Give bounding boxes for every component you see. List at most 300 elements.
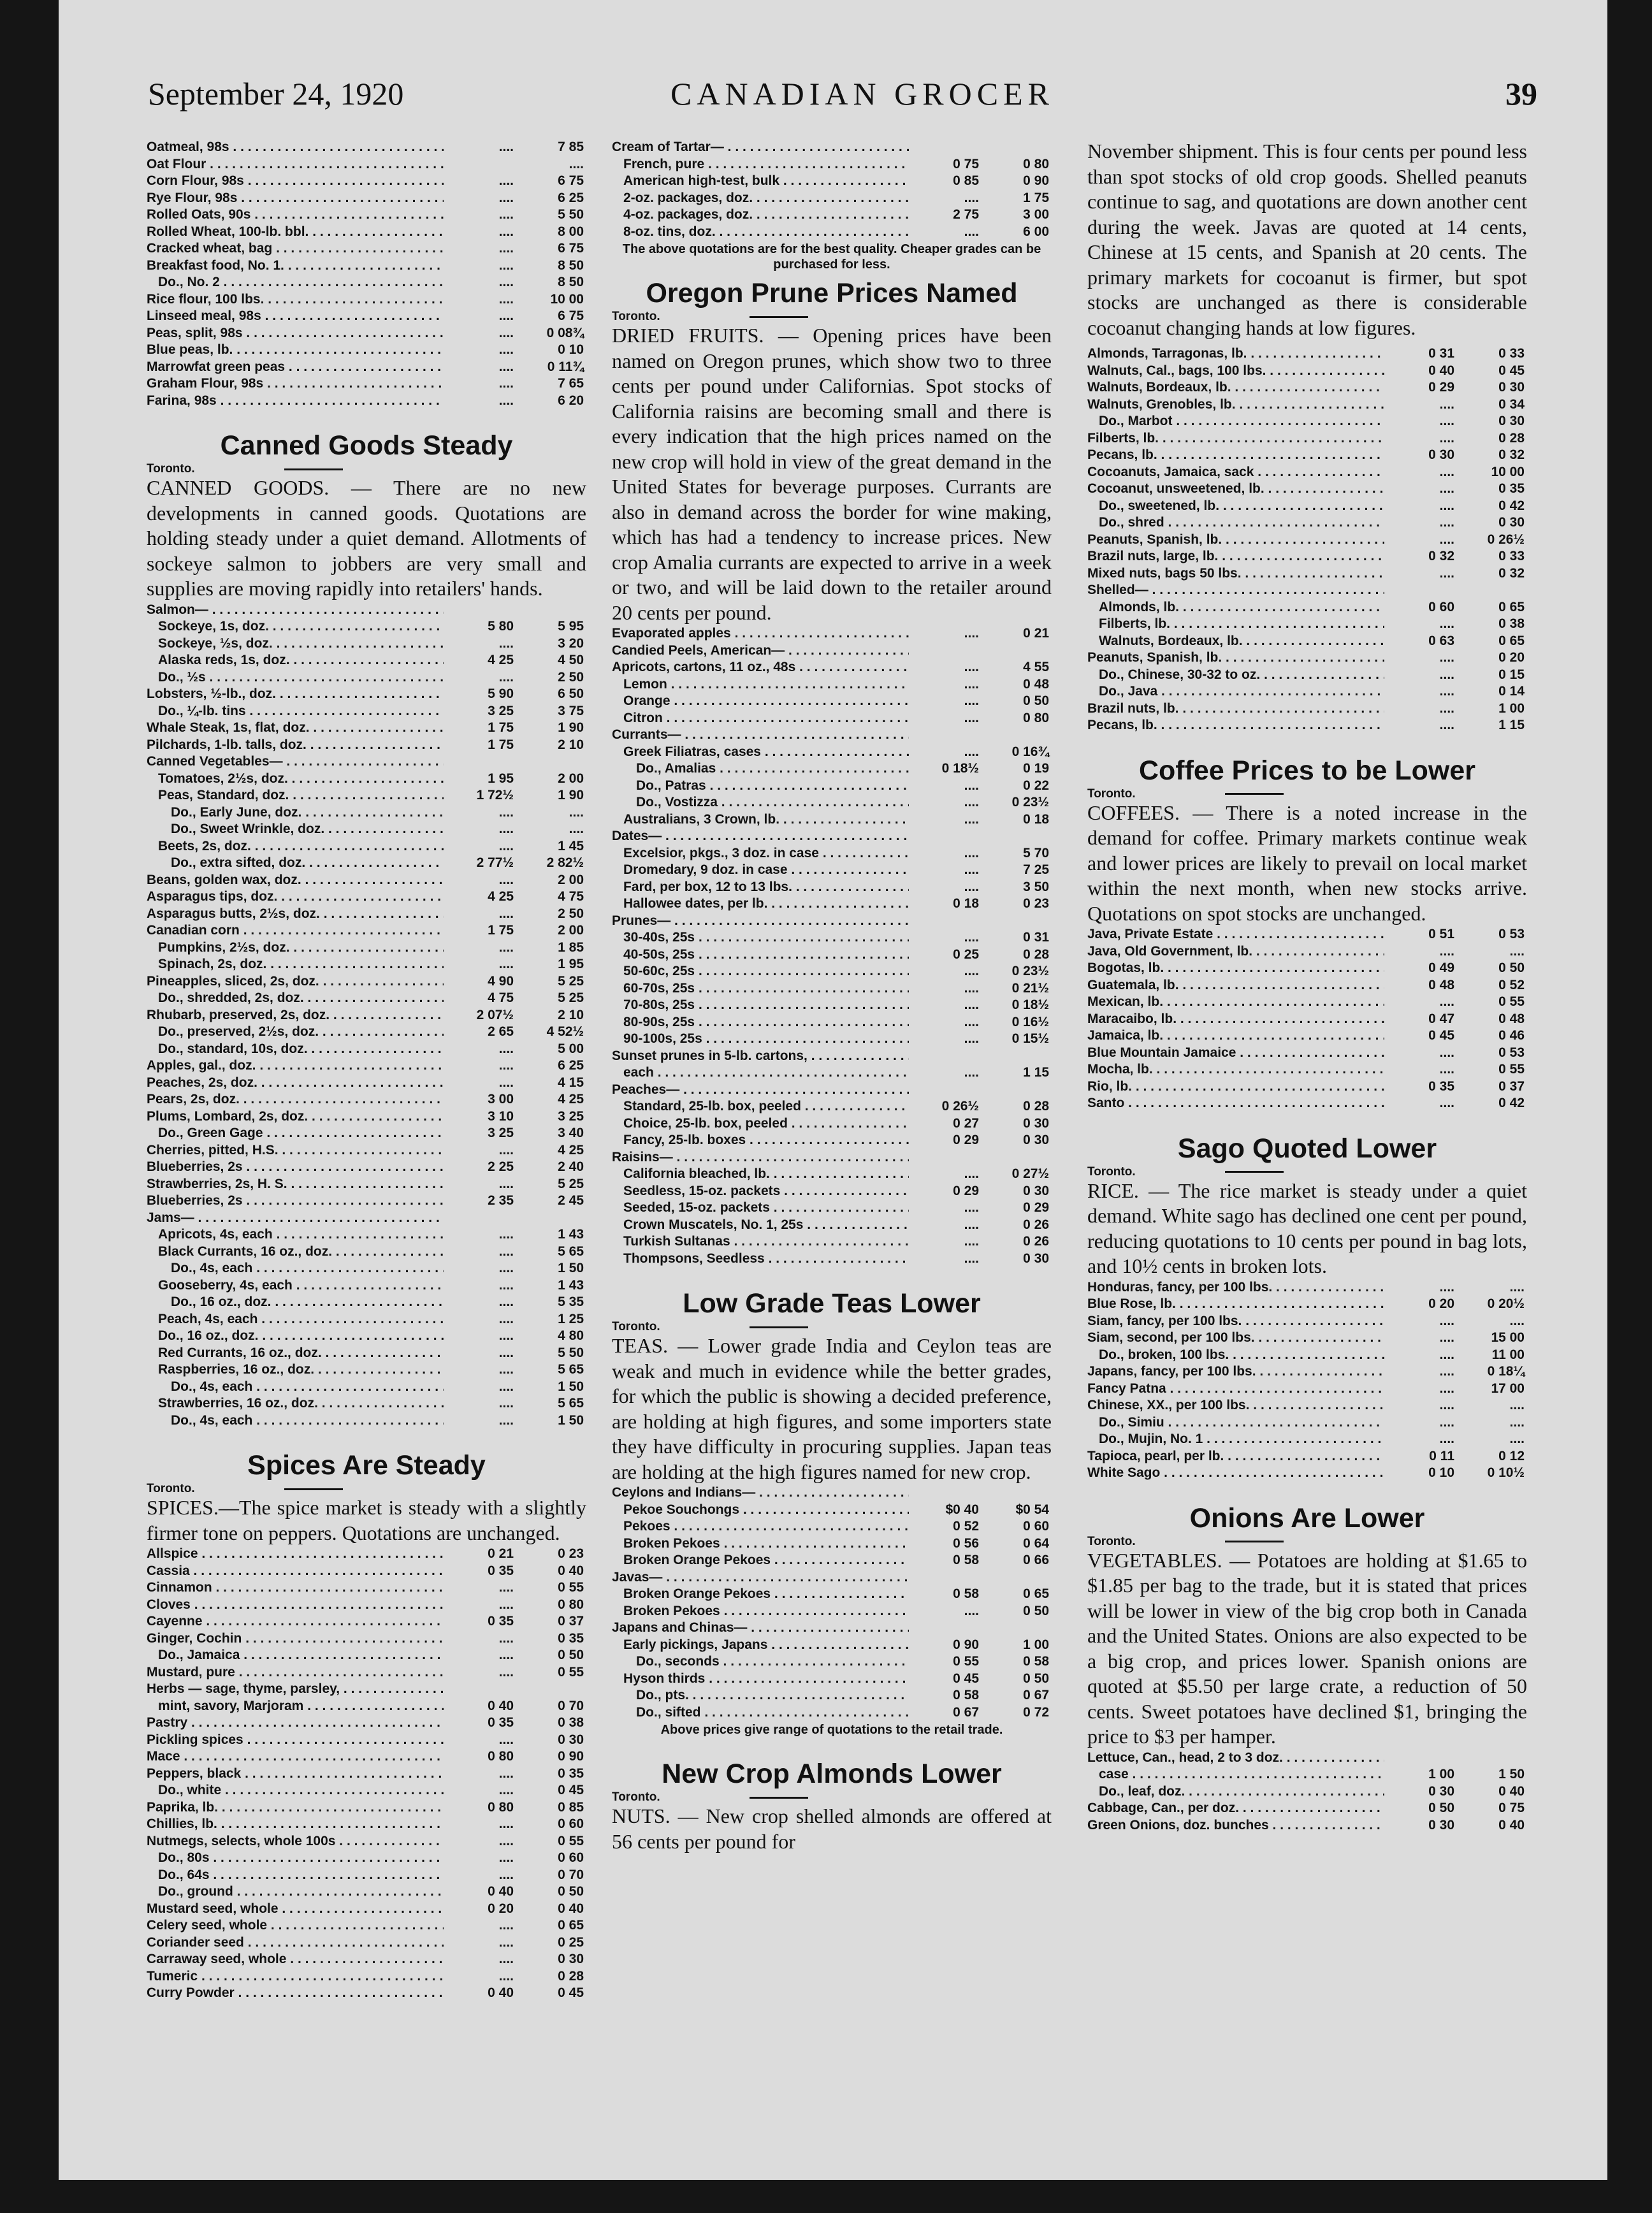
price-low: 4 75 [488, 990, 514, 1005]
price-row [612, 207, 1052, 224]
price-low: .... [498, 804, 514, 820]
price-low: 2 75 [953, 207, 979, 222]
item-name: 80-90s, 25s . . . [612, 1014, 909, 1031]
price-low [909, 139, 979, 156]
price-row [612, 1217, 1052, 1234]
price-high: 0 50 [1023, 693, 1049, 708]
item-name: Pineapples, sliced, 2s, doz. . . . [147, 973, 444, 990]
price-high: 0 35 [1498, 481, 1525, 496]
price-high: 1 50 [558, 1261, 584, 1275]
item-name: Walnuts, Cal., bags, 100 lbs. . . . [1087, 363, 1384, 380]
price-high [514, 1210, 586, 1227]
price-low: .... [498, 1328, 514, 1343]
price-row [147, 1816, 586, 1833]
price-high: 5 70 [1023, 845, 1049, 860]
section-spices [147, 1448, 586, 2002]
price-high: .... [569, 822, 584, 836]
price-low [909, 1082, 979, 1099]
price-high: 0 80 [1023, 710, 1049, 725]
price-row [612, 1098, 1052, 1115]
price-high: 0 50 [1023, 1603, 1049, 1618]
price-low: .... [498, 190, 514, 205]
price-low: .... [964, 660, 979, 674]
price-row [147, 1412, 586, 1430]
price-row [147, 1850, 586, 1867]
price-row [1087, 1011, 1527, 1028]
price-low: .... [964, 224, 979, 239]
section-canned-goods [147, 428, 586, 1429]
price-row [147, 906, 586, 923]
item-name: Citron . . . [612, 710, 909, 727]
item-name: Blueberries, 2s . . . [147, 1159, 444, 1176]
price-row [612, 1502, 1052, 1519]
price-low: 0 49 [1428, 961, 1454, 975]
price-row [612, 896, 1052, 913]
price-row [147, 889, 586, 906]
price-high: $0 54 [1015, 1502, 1049, 1517]
price-high: 0 16¾ [1011, 744, 1049, 759]
price-high: 5 35 [558, 1295, 584, 1309]
price-low: .... [498, 1766, 514, 1781]
price-low: 0 40 [488, 1698, 514, 1713]
price-low: .... [1439, 700, 1454, 716]
item-name: Whale Steak, 1s, flat, doz. . . . [147, 720, 444, 737]
item-name: Black Currants, 16 oz., doz. . . . [147, 1244, 444, 1261]
price-high: 0 80 [1023, 156, 1049, 171]
price-high: 6 00 [1023, 224, 1049, 239]
price-high: .... [1509, 1414, 1525, 1430]
price-row [147, 393, 586, 410]
price-low: 0 58 [953, 1553, 979, 1567]
item-name: California bleached, lb. . . . [612, 1166, 909, 1183]
price-high: 0 40 [558, 1563, 584, 1578]
price-row [147, 1546, 586, 1563]
price-row [147, 1091, 586, 1108]
price-high: .... [1509, 1279, 1525, 1295]
price-high: 0 70 [558, 1867, 584, 1882]
price-high: 0 26 [1023, 1217, 1049, 1232]
item-name: Curry Powder . . . [147, 1985, 444, 2002]
item-name: Graham Flour, 98s . . . [147, 375, 444, 393]
price-low: 3 10 [488, 1108, 514, 1124]
item-name: Blue peas, lb. . . . [147, 342, 444, 359]
price-high [979, 642, 1052, 660]
price-row [1087, 413, 1527, 430]
price-low: .... [964, 1234, 979, 1249]
item-name: Thompsons, Seedless . . . [612, 1251, 909, 1268]
price-low: .... [1439, 994, 1454, 1009]
price-high: 0 18 [1023, 811, 1049, 827]
price-high: 0 60 [558, 1850, 584, 1865]
price-high: 1 25 [558, 1311, 584, 1326]
price-row [147, 1125, 586, 1142]
price-low: .... [498, 1833, 514, 1848]
price-row [147, 720, 586, 737]
price-row [612, 778, 1052, 795]
price-row [1087, 633, 1527, 650]
price-row [612, 1048, 1052, 1065]
item-name: Hyson thirds . . . [612, 1671, 909, 1688]
item-name: Do., 4s, each . . . [147, 1260, 444, 1277]
item-name: Strawberries, 16 oz., doz. . . . [147, 1395, 444, 1412]
item-name: Brazil nuts, lb. . . . [1087, 700, 1384, 718]
item-name: Rolled Wheat, 100-lb. bbl. . . . [147, 224, 444, 241]
price-row [612, 693, 1052, 710]
price-row [1087, 1347, 1527, 1364]
price-row [612, 828, 1052, 845]
item-name: case . . . [1087, 1766, 1384, 1783]
price-high [514, 602, 586, 619]
price-row [1087, 683, 1527, 700]
item-name: Canadian corn . . . [147, 922, 444, 940]
price-row [147, 1395, 586, 1412]
price-row [612, 156, 1052, 173]
item-name: Early pickings, Japans . . . [612, 1637, 909, 1654]
item-name: Pekoe Souchongs . . . [612, 1502, 909, 1519]
item-name: Pecans, lb. . . . [1087, 717, 1384, 734]
price-high: 0 30 [1498, 380, 1525, 395]
price-low: 0 56 [953, 1535, 979, 1551]
price-high: 0 33 [1498, 346, 1525, 361]
price-row [147, 1024, 586, 1041]
item-name: Cracked wheat, bag . . . [147, 240, 444, 258]
price-high: 6 50 [558, 686, 584, 701]
item-name: Pumpkins, 2½s, doz. . . . [147, 940, 444, 957]
item-name: Broken Pekoes . . . [612, 1603, 909, 1620]
item-name: Raspberries, 16 oz., doz. . . . [147, 1361, 444, 1379]
price-high: 0 31 [1023, 930, 1049, 945]
price-row [1087, 1431, 1527, 1448]
item-name: Green Onions, doz. bunches . . . [1087, 1817, 1384, 1834]
item-name: Cinnamon . . . [147, 1579, 444, 1597]
item-name: Mocha, lb. . . . [1087, 1061, 1384, 1078]
price-high: 0 42 [1498, 1096, 1525, 1110]
item-name: Javas— . . . [612, 1569, 909, 1586]
price-low: .... [1439, 430, 1454, 446]
price-low: .... [498, 669, 514, 685]
price-high: 5 50 [558, 207, 584, 222]
item-name: Java, Private Estate . . . [1087, 926, 1384, 943]
item-name: Do., Patras . . . [612, 778, 909, 795]
price-high: 0 30 [558, 1952, 584, 1966]
price-high: 1 43 [558, 1227, 584, 1242]
item-name: American high-test, bulk . . . [612, 173, 909, 190]
item-name: Do., 16 oz., doz. . . . [147, 1328, 444, 1345]
price-high: .... [569, 804, 584, 820]
price-row [612, 879, 1052, 896]
price-row [612, 744, 1052, 761]
price-row [612, 794, 1052, 811]
price-high: 0 30 [1023, 1115, 1049, 1131]
price-high: 0 66 [1023, 1553, 1049, 1567]
price-high: 0 27½ [1011, 1166, 1049, 1181]
item-name: Chillies, lb. . . . [147, 1816, 444, 1833]
price-row [612, 1569, 1052, 1586]
price-high: 0 11¾ [547, 359, 584, 374]
section-heading: Coffee Prices to be Lower [1138, 755, 1476, 786]
price-row [147, 173, 586, 190]
price-high: 0 85 [558, 1799, 584, 1815]
page [59, 0, 1607, 2180]
item-name: Standard, 25-lb. box, peeled . . . [612, 1098, 909, 1115]
price-low: .... [498, 1176, 514, 1191]
price-low: 0 29 [953, 1183, 979, 1198]
section-heading: Low Grade Teas Lower [683, 1288, 981, 1319]
price-row [612, 862, 1052, 879]
price-low: 0 47 [1428, 1011, 1454, 1026]
item-name: mint, savory, Marjoram . . . [147, 1698, 444, 1715]
price-row [147, 737, 586, 754]
price-low: .... [498, 224, 514, 239]
item-name: Do., Jamaica . . . [147, 1647, 444, 1664]
price-low: .... [498, 1934, 514, 1950]
price-low: 0 18½ [941, 761, 979, 776]
price-low: 0 29 [953, 1133, 979, 1147]
item-name: Walnuts, Bordeaux, lb. . . . [1087, 633, 1384, 650]
item-name: Brazil nuts, large, lb. . . . [1087, 548, 1384, 565]
item-name: Cocoanut, unsweetened, lb. . . . [1087, 481, 1384, 498]
price-row [147, 1968, 586, 1985]
price-high: 1 15 [1023, 1065, 1049, 1080]
item-name: Coriander seed . . . [147, 1934, 444, 1952]
price-row [1087, 1296, 1527, 1313]
price-high [979, 1569, 1052, 1586]
price-low: .... [498, 1952, 514, 1966]
price-low [444, 1681, 514, 1698]
price-row [1087, 1448, 1527, 1465]
price-low: 1 75 [488, 720, 514, 735]
price-low: 2 65 [488, 1024, 514, 1039]
price-low: .... [1439, 1414, 1454, 1430]
price-low: .... [498, 906, 514, 921]
price-high: 2 10 [558, 1007, 584, 1022]
dateline: Toronto. [612, 1321, 1052, 1333]
price-low: .... [498, 1295, 514, 1309]
price-high: 5 50 [558, 1345, 584, 1360]
price-low: 0 25 [953, 947, 979, 962]
price-row [612, 997, 1052, 1014]
price-high: 7 85 [558, 140, 584, 154]
price-high: 6 20 [558, 393, 584, 408]
price-row [147, 872, 586, 889]
price-low: 0 31 [1428, 346, 1454, 361]
price-high: 0 30 [1023, 1133, 1049, 1147]
price-low: 0 40 [488, 1985, 514, 2000]
price-low: 1 95 [488, 771, 514, 786]
price-low: .... [498, 1075, 514, 1090]
price-row [147, 1193, 586, 1210]
price-row [147, 1159, 586, 1176]
price-high: 1 90 [558, 788, 584, 802]
item-name: Oat Flour . . . [147, 156, 444, 173]
price-low: 2 77½ [476, 855, 514, 870]
item-name: Do., preserved, 2½s, doz. . . . [147, 1024, 444, 1041]
price-high: 5 65 [558, 1396, 584, 1411]
item-name: 8-oz. tins, doz. . . . [612, 224, 909, 241]
dateline: Toronto. [147, 463, 586, 475]
item-name: Do., 64s . . . [147, 1867, 444, 1884]
item-name: Rolled Oats, 90s . . . [147, 207, 444, 224]
price-row [612, 1637, 1052, 1654]
price-low [909, 642, 979, 660]
price-high: 0 64 [1023, 1535, 1049, 1551]
price-low: .... [498, 1412, 514, 1428]
item-name: Plums, Lombard, 2s, doz. . . . [147, 1108, 444, 1126]
price-row [1087, 1800, 1527, 1817]
price-low: 0 75 [953, 156, 979, 171]
item-name: Broken Orange Pekoes . . . [612, 1552, 909, 1569]
price-row [612, 1149, 1052, 1166]
price-low: 0 55 [953, 1654, 979, 1669]
price-high: 0 30 [1023, 1183, 1049, 1198]
price-row [612, 845, 1052, 862]
price-list [147, 602, 586, 1430]
price-row [612, 913, 1052, 930]
price-low: .... [964, 930, 979, 945]
item-name: Linseed meal, 98s . . . [147, 308, 444, 325]
price-row [1087, 977, 1527, 994]
price-row [612, 1132, 1052, 1149]
price-low: 0 32 [1428, 549, 1454, 563]
price-high: 0 65 [1498, 633, 1525, 648]
price-low: 0 58 [953, 1688, 979, 1702]
price-row [147, 703, 586, 720]
price-row [147, 618, 586, 635]
item-name: Orange . . . [612, 693, 909, 710]
price-high: 7 65 [558, 376, 584, 391]
price-low: 2 07½ [476, 1007, 514, 1022]
price-high: 0 15 [1498, 667, 1525, 682]
item-name: Do., 4s, each . . . [147, 1379, 444, 1396]
price-low: .... [498, 1817, 514, 1831]
section-heading: Sago Quoted Lower [1177, 1133, 1437, 1164]
item-name: French, pure . . . [612, 156, 909, 173]
item-name: Marrowfat green peas . . . [147, 359, 444, 376]
item-name: Lobsters, ½-lb., doz. . . . [147, 686, 444, 703]
price-high: 3 40 [558, 1126, 584, 1140]
price-low: .... [964, 845, 979, 860]
quality-note: The above quotations are for the best quality. Cheaper grades can be purchased for less. [622, 242, 1041, 272]
price-row [147, 1142, 586, 1159]
price-row [612, 947, 1052, 964]
price-row [147, 1244, 586, 1261]
price-low: .... [1439, 1432, 1454, 1446]
price-low: 1 75 [488, 923, 514, 938]
price-low: 5 80 [488, 619, 514, 634]
price-low: .... [498, 1345, 514, 1360]
price-row [147, 1782, 586, 1799]
price-row [147, 1934, 586, 1952]
price-row [147, 1917, 586, 1934]
column-1 [147, 139, 586, 2002]
item-name: Shelled— . . . [1087, 582, 1384, 599]
price-row [612, 1552, 1052, 1569]
price-high: 0 23 [558, 1546, 584, 1561]
price-row [147, 375, 586, 393]
price-low: 0 40 [1428, 363, 1454, 378]
item-name: Allspice . . . [147, 1546, 444, 1563]
price-row [147, 1748, 586, 1766]
price-high [979, 1484, 1052, 1502]
item-name: Herbs — sage, thyme, parsley, . . . [147, 1681, 444, 1698]
item-name: 2-oz. packages, doz. . . . [612, 190, 909, 207]
price-high: 8 00 [558, 224, 584, 239]
price-row [1087, 616, 1527, 633]
item-name: Do., Sweet Wrinkle, doz. . . . [147, 821, 444, 838]
price-high: 4 52½ [546, 1024, 584, 1039]
price-low: 0 35 [1428, 1078, 1454, 1094]
item-name: Sockeye, ½s, doz. . . . [147, 635, 444, 653]
price-low: .... [1439, 1062, 1454, 1077]
item-name: White Sago . . . [1087, 1465, 1384, 1482]
item-name: Cocoanuts, Jamaica, sack . . . [1087, 464, 1384, 481]
item-name: Jamaica, lb. . . . [1087, 1027, 1384, 1045]
price-high: 0 37 [1498, 1078, 1525, 1094]
price-row [612, 1603, 1052, 1620]
price-high: 8 50 [558, 275, 584, 289]
dateline: Toronto. [1087, 1166, 1527, 1179]
price-low: $0 40 [945, 1502, 979, 1517]
price-row [147, 1057, 586, 1075]
price-row [612, 760, 1052, 778]
price-low [909, 1048, 979, 1065]
item-name: Asparagus butts, 2½s, doz. . . . [147, 906, 444, 923]
price-row [1087, 1061, 1527, 1078]
price-row [612, 642, 1052, 660]
price-high: 0 55 [558, 1664, 584, 1680]
price-high: 6 75 [558, 308, 584, 323]
item-name: Greek Filiatras, cases . . . [612, 744, 909, 761]
price-low: .... [964, 1217, 979, 1232]
price-high: 0 30 [1498, 414, 1525, 428]
price-high [1454, 1750, 1527, 1767]
price-low: .... [964, 1031, 979, 1046]
price-high: 6 75 [558, 173, 584, 188]
item-name: Do., white . . . [147, 1782, 444, 1799]
price-row [612, 1620, 1052, 1637]
price-row [1087, 532, 1527, 549]
price-high: 0 40 [1498, 1817, 1525, 1832]
price-high: 0 55 [1498, 1062, 1525, 1077]
item-name: Siam, fancy, per 100 lbs. . . . [1087, 1313, 1384, 1330]
price-row [1087, 994, 1527, 1011]
price-high: 0 42 [1498, 498, 1525, 513]
price-row [147, 1294, 586, 1311]
item-name: Do., seconds . . . [612, 1653, 909, 1671]
price-high: 0 52 [1498, 977, 1525, 992]
item-name: Rio, lb. . . . [1087, 1078, 1384, 1096]
price-low: .... [1439, 650, 1454, 665]
price-low: 0 20 [488, 1901, 514, 1916]
item-name: Pecans, lb. . . . [1087, 447, 1384, 464]
price-row [147, 190, 586, 207]
item-name: Blueberries, 2s . . . [147, 1193, 444, 1210]
price-high: 2 00 [558, 923, 584, 938]
price-high [979, 1048, 1052, 1065]
price-low: 0 52 [953, 1519, 979, 1534]
price-low: .... [964, 1065, 979, 1080]
price-row [1087, 1766, 1527, 1783]
price-high: 0 75 [1498, 1801, 1525, 1815]
price-row [1087, 481, 1527, 498]
item-name: Maracaibo, lb. . . . [1087, 1011, 1384, 1028]
price-row [612, 1671, 1052, 1688]
price-low: 0 35 [488, 1563, 514, 1578]
price-low [909, 1484, 979, 1502]
price-high: 0 72 [1023, 1704, 1049, 1720]
price-low: .... [498, 1261, 514, 1275]
price-low: 0 63 [1428, 633, 1454, 648]
